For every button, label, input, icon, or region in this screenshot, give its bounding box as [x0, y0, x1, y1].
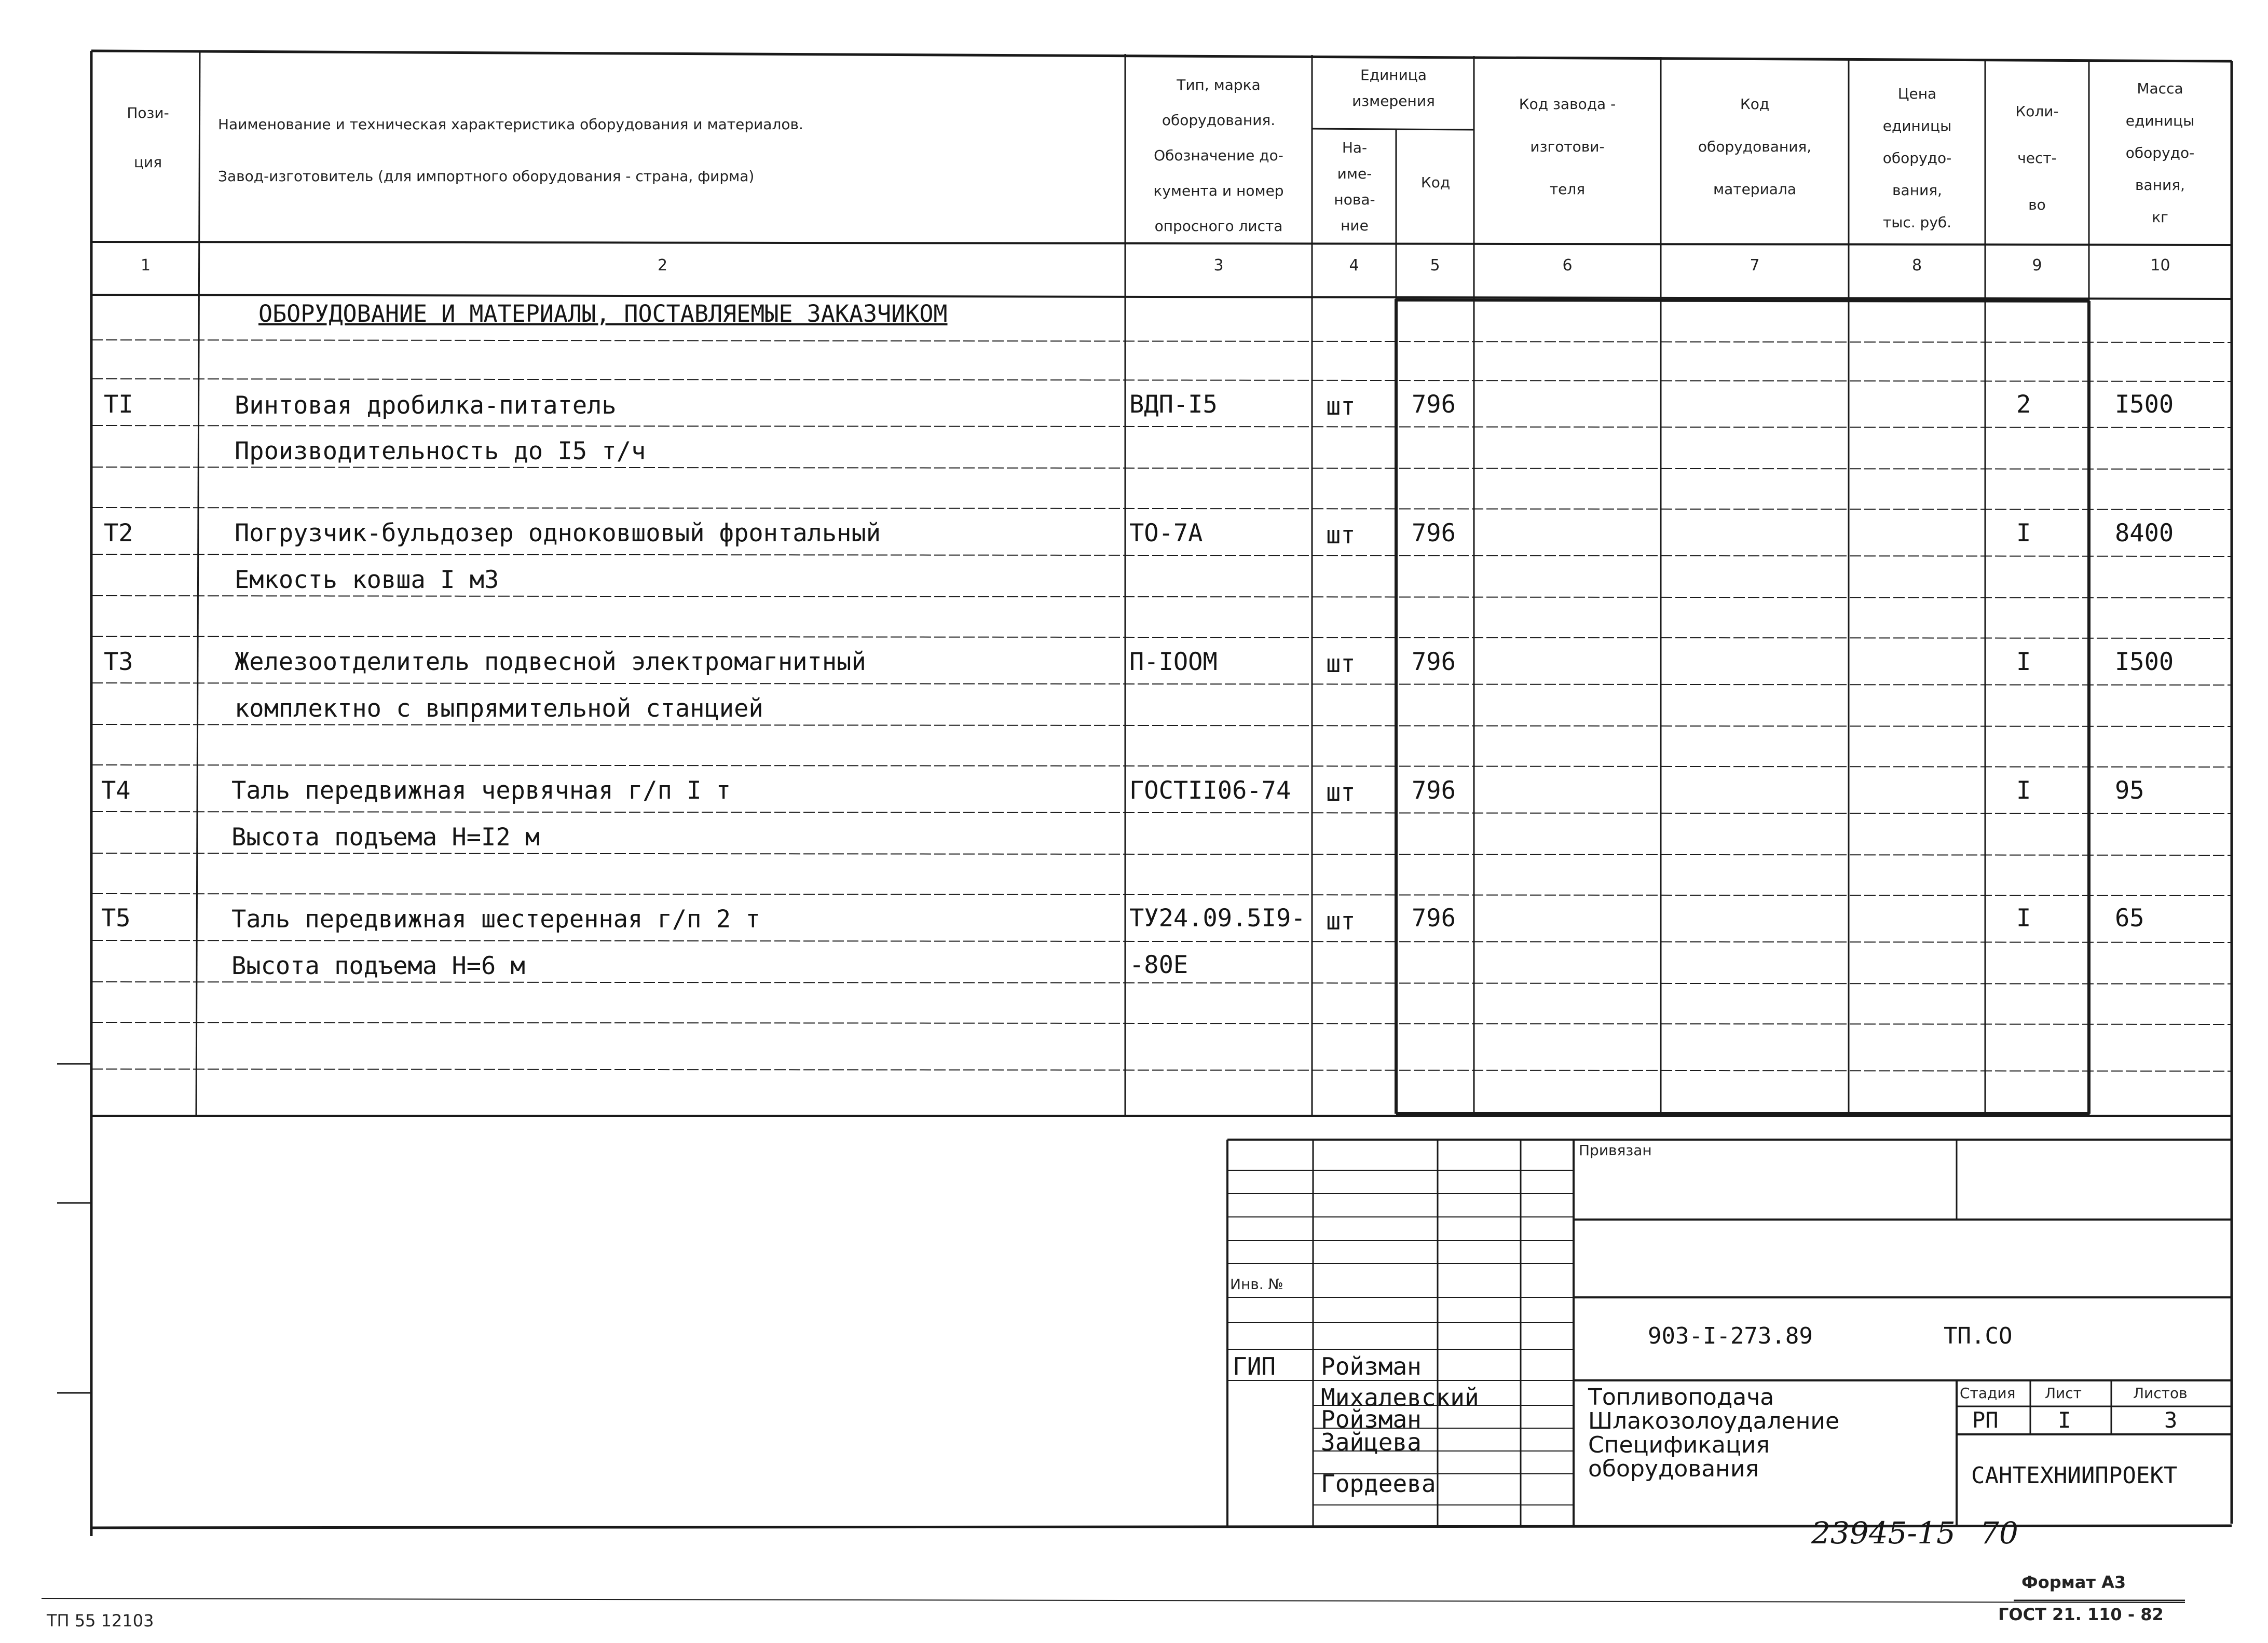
col-number-2: 2	[657, 256, 668, 275]
row3-type: П-IООМ	[1129, 648, 1218, 676]
tb-organization: САНТЕХНИИПРОЕКТ	[1971, 1462, 2178, 1489]
col-number-3: 3	[1213, 256, 1224, 275]
col-number-4: 4	[1349, 256, 1359, 275]
row5-mass: 65	[2115, 904, 2144, 933]
row2-mass: 8400	[2115, 519, 2174, 547]
row1-mass: I500	[2115, 390, 2174, 419]
header-col9: Коли- чест- во	[2015, 103, 2059, 213]
header-col8: Цена единицы оборудо- вания, тыс. руб.	[1882, 85, 1952, 231]
tb-privyazan-label: Привязан	[1579, 1142, 1652, 1159]
row4-unit: шт	[1326, 778, 1356, 807]
header-col6: Код завода - изготови- теля	[1519, 95, 1616, 198]
tb-signer-3: Ройзман	[1321, 1405, 1422, 1433]
row4-unit-code: 796	[1412, 776, 1456, 805]
row4-position: T4	[101, 776, 131, 805]
col-number-1: 1	[140, 256, 151, 275]
row2-position: T2	[104, 519, 133, 547]
row2-unit-code: 796	[1412, 519, 1456, 547]
row3-unit: шт	[1326, 650, 1356, 678]
row3-position: T3	[104, 648, 133, 676]
row3-unit-code: 796	[1412, 648, 1456, 676]
tb-signer-1: Ройзман	[1321, 1352, 1422, 1380]
row5-unit-code: 796	[1412, 904, 1456, 933]
tb-title-line-4: оборудования	[1588, 1456, 1759, 1482]
footer-format: Формат А3	[2021, 1572, 2126, 1592]
col-number-7: 7	[1750, 256, 1760, 275]
header-col7: Код оборудования, материала	[1698, 95, 1812, 198]
row3-name-detail: комплектно с выпрямительной станцией	[235, 694, 763, 723]
tb-sheets-value: 3	[2164, 1407, 2178, 1433]
tb-title-line-3: Спецификация	[1588, 1432, 1770, 1458]
row1-position: TI	[104, 390, 133, 419]
col-number-10: 10	[2150, 256, 2170, 275]
tb-title-line-2: Шлакозолоудаление	[1588, 1408, 1840, 1434]
row1-quantity: 2	[2016, 390, 2031, 419]
tb-signer-5: Гордеева	[1321, 1470, 1436, 1498]
row5-type: ТУ24.09.5I9-	[1129, 904, 1306, 933]
row2-name: Погрузчик-бульдозер одноковшовый фронтальный	[235, 519, 881, 547]
row4-name-detail: Высота подъема Н=I2 м	[231, 823, 540, 852]
footer-print-code: ТП 55 12103	[47, 1611, 154, 1631]
header-col1: Пози- ция	[127, 104, 169, 171]
tb-title-line-1: Топливоподача	[1588, 1384, 1774, 1411]
header-col5: Код	[1420, 174, 1451, 191]
footer-handwritten-number: 23945-15	[1811, 1515, 1956, 1551]
row5-name-detail: Высота подъема Н=6 м	[231, 952, 525, 980]
tb-sheet-value: I	[2058, 1407, 2071, 1433]
tb-signer-4: Зайцева	[1321, 1428, 1422, 1456]
row4-name: Таль передвижная червячная г/п I т	[231, 776, 731, 805]
header-col10: Масса единицы оборудо- вания, кг	[2125, 80, 2195, 226]
row3-quantity: I	[2016, 648, 2031, 676]
row3-mass: I500	[2115, 648, 2174, 676]
header-col4: На- име- нова- ние	[1334, 139, 1375, 234]
tb-inv-no-label: Инв. №	[1230, 1276, 1283, 1293]
header-col4-5-group: Единица измерения	[1352, 66, 1435, 109]
header-col3: Тип, марка оборудования. Обозначение до- кумента и номер опросного листа	[1153, 76, 1284, 235]
row1-name: Винтовая дробилка-питатель	[235, 391, 617, 420]
col-number-9: 9	[2032, 256, 2042, 275]
col-number-8: 8	[1911, 256, 1922, 275]
col-number-6: 6	[1562, 256, 1573, 275]
row2-unit: шт	[1326, 521, 1356, 550]
tb-stage-label: Стадия	[1960, 1385, 2016, 1402]
footer-gost: ГОСТ 21. 110 - 82	[1998, 1605, 2164, 1624]
row1-unit-code: 796	[1412, 390, 1456, 419]
tb-sheets-label: Листов	[2133, 1385, 2188, 1402]
row2-type: ТО-7А	[1129, 519, 1203, 547]
row5-type-continued: -80Е	[1129, 951, 1188, 979]
row4-type: ГОСТII06-74	[1129, 776, 1291, 805]
tb-document-mark: ТП.СО	[1944, 1323, 2013, 1349]
tb-role-gip: ГИП	[1233, 1352, 1276, 1380]
tb-stage-value: РП	[1972, 1407, 1999, 1433]
tb-sheet-label: Лист	[2045, 1385, 2082, 1402]
row1-unit: шт	[1326, 392, 1356, 421]
row5-quantity: I	[2016, 904, 2031, 933]
row5-unit: шт	[1326, 907, 1356, 936]
tb-signer-2: Михалевский	[1321, 1384, 1479, 1412]
col-number-5: 5	[1430, 256, 1440, 275]
section-title: ОБОРУДОВАНИЕ И МАТЕРИАЛЫ, ПОСТАВЛЯЕМЫЕ ЗАКАЗЧИКОМ	[258, 300, 948, 327]
header-col2: Наименование и техническая характеристика оборудования и материалов. Завод-изготовитель (для импортного оборудования - страна, фирма)	[218, 116, 803, 185]
row1-name-detail: Производительность до I5 т/ч	[235, 437, 646, 465]
tb-document-code: 903-I-273.89	[1648, 1323, 1813, 1349]
row5-name: Таль передвижная шестеренная г/п 2 т	[231, 905, 760, 934]
row4-mass: 95	[2115, 776, 2144, 805]
row4-quantity: I	[2016, 776, 2031, 805]
row3-name: Железоотделитель подвесной электромагнитный	[235, 648, 866, 676]
row2-quantity: I	[2016, 519, 2031, 547]
row5-position: T5	[101, 904, 131, 933]
footer-handwritten-page: 70	[1980, 1515, 2018, 1551]
row2-name-detail: Емкость ковша I м3	[235, 566, 499, 594]
row1-type: ВДП-I5	[1129, 390, 1218, 419]
